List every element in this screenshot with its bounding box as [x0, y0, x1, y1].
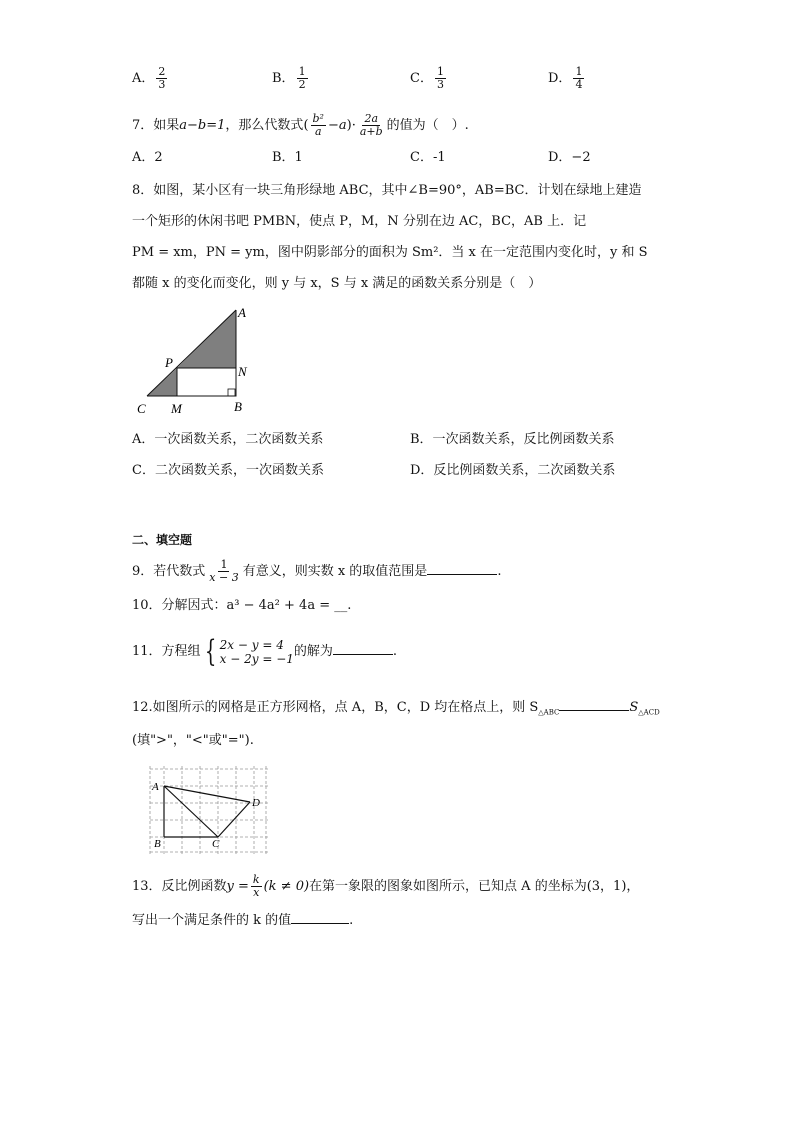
- segment-dc: [218, 802, 250, 837]
- q11-stem: 11．方程组 { 2x − y = 4 x − 2y = −1 的解为 .: [132, 633, 398, 669]
- answer-blank[interactable]: [427, 562, 497, 575]
- answer-blank[interactable]: [333, 642, 393, 655]
- equation-system: 2x − y = 4 x − 2y = −1: [219, 637, 294, 666]
- label-a: A: [238, 305, 246, 320]
- q7-option-a: A．2: [132, 150, 163, 165]
- q6-option-c: [410, 66, 448, 91]
- q12-line-1: 12.如图所示的网格是正方形网格，点 A，B，C，D 均在格点上，则 $S_{\triangle ABC}$ $S_{\triangle ACD}$: [132, 700, 660, 717]
- section-title: 二、填空题: [132, 533, 193, 547]
- q8-option-a: A．一次函数关系，二次函数关系: [132, 432, 324, 447]
- fraction: $\frac{k}{x}$: [252, 873, 260, 899]
- q13-line-1: 13．反比例函数y = $\frac{k}{x}$ (k ≠ 0)在第一象限的图象如图所示，已知点 A 的坐标为(3，1)，: [132, 873, 640, 899]
- label-b: B: [154, 838, 161, 850]
- segment-ac: [164, 786, 218, 837]
- segment-ad: [164, 786, 250, 802]
- q9-stem: 9．若代数式 $\frac{1}{x - 3}$ 有意义，则实数 x 的取值范围是 .: [132, 558, 502, 584]
- q12-line-2: (填">"，"<"或"=").: [132, 733, 254, 748]
- label-n: N: [238, 364, 247, 379]
- label-c: C: [137, 401, 146, 416]
- fraction: $\frac{1}{4}$: [575, 65, 583, 91]
- fraction: $\frac{2}{3}$: [158, 65, 166, 91]
- label-c: C: [212, 838, 220, 850]
- q7-option-b: B．1: [272, 150, 303, 165]
- q6-option-d: [548, 66, 586, 91]
- label-a: A: [152, 781, 159, 793]
- option-letter: B．: [272, 71, 295, 86]
- q12-grid-figure: [144, 766, 274, 856]
- q10-stem: 10．分解因式：a³ − 4a² + 4a = __.: [132, 598, 352, 613]
- q7-option-c: C．-1: [410, 150, 446, 165]
- fraction: $\frac{1}{2}$: [298, 65, 306, 91]
- fraction: $\frac{1}{x - 3}$: [209, 558, 239, 584]
- answer-blank[interactable]: [559, 698, 629, 711]
- option-letter: C．: [410, 71, 433, 86]
- q8-option-c: C．二次函数关系，一次函数关系: [132, 463, 324, 478]
- q8-line-2: 一个矩形的休闲书吧 PMBN，使点 P，M，N 分别在边 AC，BC，AB 上．记: [132, 214, 587, 229]
- system-brace: {: [204, 633, 216, 669]
- q8-line-1: 8．如图，某小区有一块三角形绿地 ABC，其中∠B=90°，AB=BC．计划在绿地上建造: [132, 183, 642, 198]
- q7-condition: a−b=1: [179, 118, 226, 133]
- grid-lines: [150, 766, 268, 854]
- label-m: M: [171, 401, 182, 416]
- answer-blank[interactable]: [291, 911, 349, 924]
- q8-triangle-figure: [130, 300, 260, 420]
- q8-option-b: B．一次函数关系，反比例函数关系: [410, 432, 615, 447]
- fraction: $\frac{2a}{a+b}$: [359, 112, 383, 138]
- fraction: $\frac{1}{3}$: [436, 65, 444, 91]
- q8-line-3: PM = xm，PN = ym，图中阴影部分的面积为 Sm²．当 x 在一定范围内变化时，y 和 S: [132, 245, 648, 260]
- label-b: B: [234, 399, 242, 414]
- q6-option-a: [132, 66, 169, 91]
- fraction: $\frac{\text{b²}}{a}$: [312, 112, 324, 138]
- q7-stem: 7．如果a−b=1，那么代数式( $\frac{\text{b²}}{a}$ −a)· $\frac{2a}{a+b}$ 的值为（ ）.: [132, 112, 469, 138]
- option-letter: A．: [132, 71, 155, 86]
- option-letter: D．: [548, 71, 572, 86]
- q8-line-4: 都随 x 的变化而变化，则 y 与 x，S 与 x 满足的函数关系分别是（ ）: [132, 276, 542, 291]
- label-p: P: [165, 355, 173, 370]
- label-d: D: [252, 797, 260, 809]
- rectangle-pmbn: [177, 368, 236, 396]
- q13-line-2: 写出一个满足条件的 k 的值 .: [132, 913, 354, 928]
- q6-option-b: [272, 66, 310, 91]
- q8-option-d: D．反比例函数关系，二次函数关系: [410, 463, 616, 478]
- q7-option-d: D．−2: [548, 150, 591, 165]
